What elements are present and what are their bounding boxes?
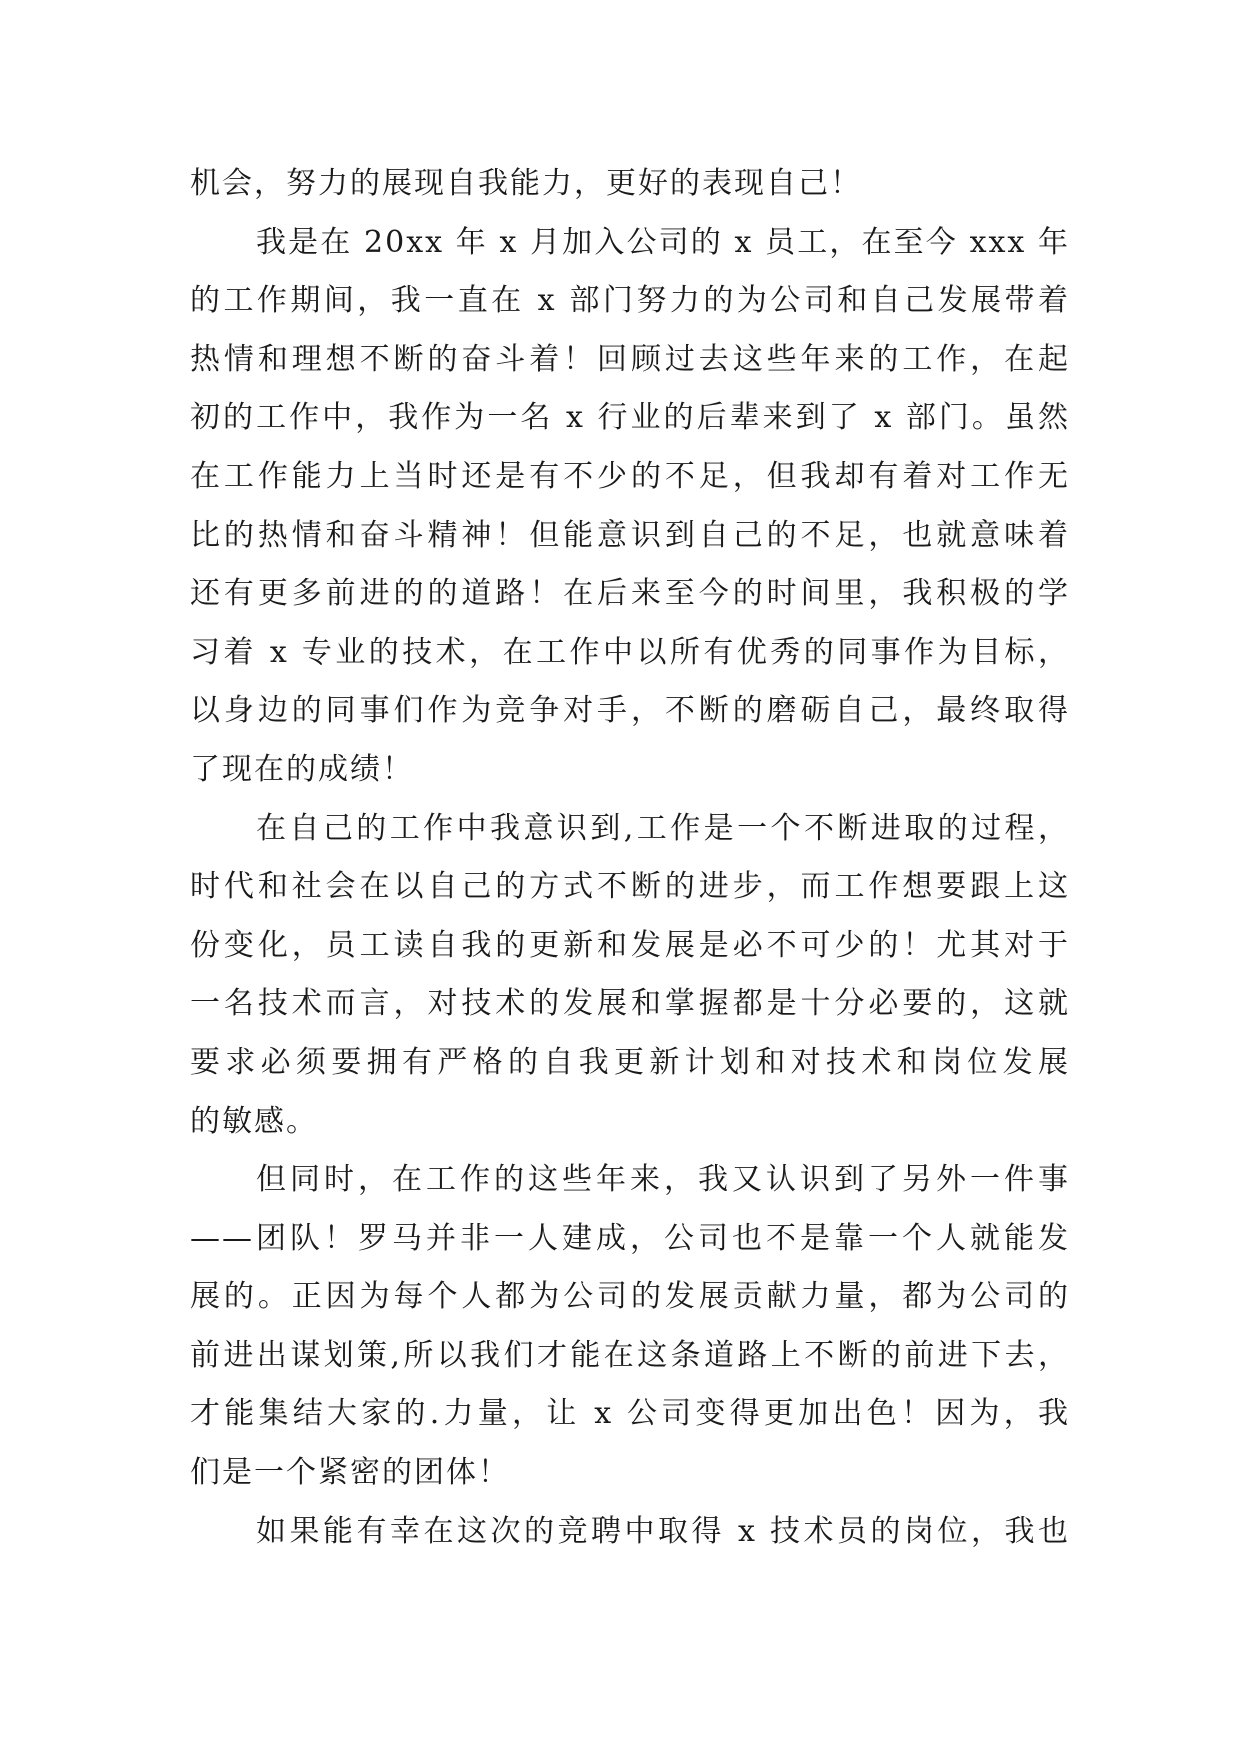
text-line: 但同时，在工作的这些年来，我又认识到了另外一件事 <box>256 1162 1070 1198</box>
text-line: 还有更多前进的的道路！在后来至今的时间里，我积极的学 <box>190 576 1070 612</box>
text-line: ——团队！罗马并非一人建成，公司也不是靠一个人就能发 <box>190 1220 1070 1256</box>
text-line: 以身边的同事们作为竞争对手，不断的磨砺自己，最终取得 <box>190 693 1070 729</box>
text-line: 在自己的工作中我意识到,工作是一个不断进取的过程， <box>256 810 1070 846</box>
text-line: 时代和社会在以自己的方式不断的进步，而工作想要跟上这 <box>190 869 1070 905</box>
text-line: 一名技术而言，对技术的发展和掌握都是十分必要的，这就 <box>190 986 1070 1022</box>
text-line: 前进出谋划策,所以我们才能在这条道路上不断的前进下去， <box>190 1337 1070 1373</box>
text-line: 的工作期间，我一直在 x 部门努力的为公司和自己发展带着 <box>190 283 1070 319</box>
text-line: 们是一个紧密的团体！ <box>190 1455 510 1491</box>
text-line: 了现在的成绩！ <box>190 751 414 787</box>
text-line: 比的热情和奋斗精神！但能意识到自己的不足，也就意味着 <box>190 517 1070 553</box>
text-line: 在工作能力上当时还是有不少的不足，但我却有着对工作无 <box>190 458 1070 494</box>
text-line: 机会，努力的展现自我能力，更好的表现自己！ <box>190 166 862 201</box>
text-line: 份变化，员工读自我的更新和发展是必不可少的！尤其对于 <box>190 927 1070 963</box>
text-line: 要求必须要拥有严格的自我更新计划和对技术和岗位发展 <box>190 1044 1070 1080</box>
text-line: 我是在 20xx 年 x 月加入公司的 x 员工，在至今 xxx 年 <box>256 224 1070 260</box>
text-line: 才能集结大家的.力量，让 x 公司变得更加出色！因为，我 <box>190 1396 1070 1432</box>
document-body <box>190 155 1070 1561</box>
text-line: 热情和理想不断的奋斗着！回顾过去这些年来的工作，在起 <box>190 341 1070 377</box>
text-line: 展的。正因为每个人都为公司的发展贡献力量，都为公司的 <box>190 1279 1070 1315</box>
text-line: 习着 x 专业的技术，在工作中以所有优秀的同事作为目标， <box>190 634 1070 670</box>
text-line: 如果能有幸在这次的竞聘中取得 x 技术员的岗位，我也 <box>256 1513 1070 1549</box>
text-line: 初的工作中，我作为一名 x 行业的后辈来到了 x 部门。虽然 <box>190 400 1070 436</box>
text-line: 的敏感。 <box>190 1103 318 1139</box>
